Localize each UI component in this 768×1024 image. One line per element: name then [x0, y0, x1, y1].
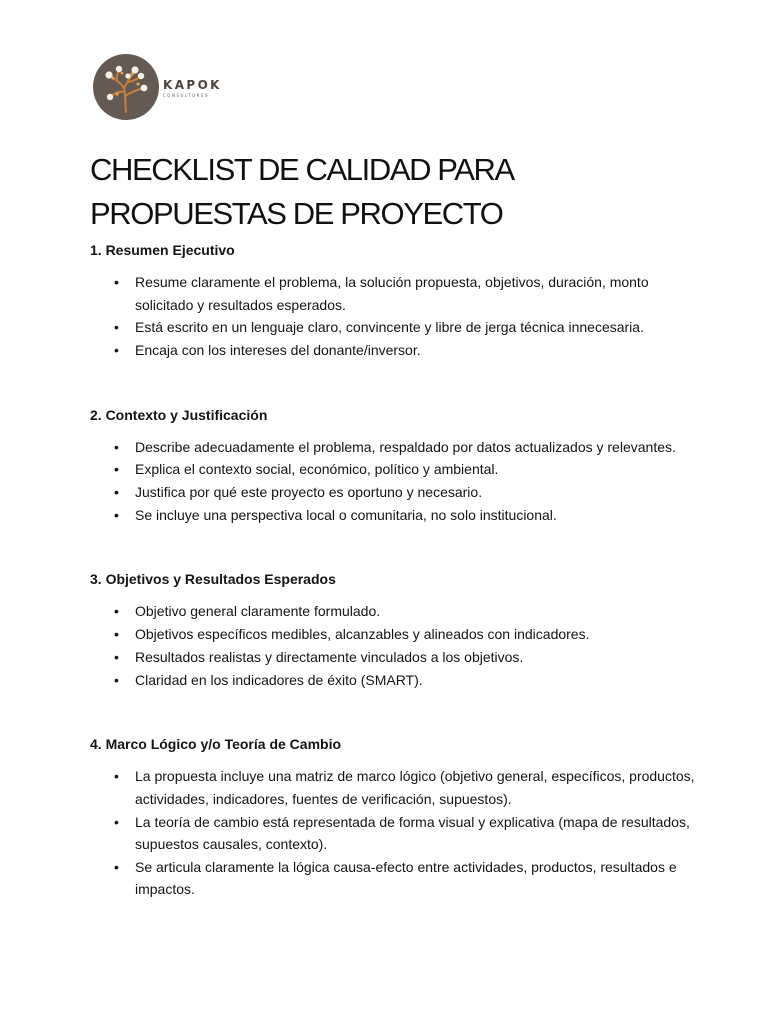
list-item-text: Encaja con los intereses del donante/inversor. — [135, 342, 421, 359]
bullet-list — [90, 765, 700, 901]
section-heading: 2. Contexto y Justificación — [90, 406, 268, 423]
bullet-icon: • — [114, 768, 119, 785]
logo-wordmark — [163, 79, 222, 98]
section-resumen-ejecutivo — [90, 239, 700, 362]
bullet-icon: • — [114, 506, 119, 523]
section-heading: 1. Resumen Ejecutivo — [90, 242, 235, 258]
checklist-content — [90, 239, 700, 943]
bullet-icon: • — [114, 319, 119, 336]
list-item — [90, 458, 700, 481]
list-item-text: Se articula claramente la lógica causa-efecto entre actividades, productos, resultados e impactos. — [135, 858, 677, 898]
section-heading: 4. Marco Lógico y/o Teoría de Cambio — [90, 736, 342, 753]
section-contexto-justificacion — [90, 404, 700, 527]
bullet-icon: • — [114, 626, 119, 643]
list-item — [90, 646, 700, 669]
list-item-text: La teoría de cambio está representada de forma visual y explicativa (mapa de resultados, supuestos causales, contexto). — [135, 813, 690, 853]
list-item — [90, 316, 700, 339]
bullet-icon: • — [114, 649, 119, 666]
section-heading: 3. Objetivos y Resultados Esperados — [90, 571, 336, 588]
bullet-icon: • — [114, 342, 119, 359]
list-item — [90, 623, 700, 646]
logo-name: KAPOK — [163, 77, 222, 92]
list-item-text: Claridad en los indicadores de éxito (SMART). — [135, 671, 423, 688]
list-item — [90, 504, 700, 527]
kapok-logo — [93, 54, 222, 120]
list-item-text: Está escrito en un lenguaje claro, convincente y libre de jerga técnica innecesaria. — [135, 319, 644, 336]
list-item — [90, 856, 700, 901]
bullet-icon: • — [114, 461, 119, 478]
bullet-icon: • — [114, 484, 119, 501]
list-item-text: Se incluye una perspectiva local o comunitaria, no solo institucional. — [135, 506, 557, 523]
list-item — [90, 600, 700, 623]
bullet-icon: • — [114, 671, 119, 688]
list-item — [90, 339, 700, 362]
bullet-icon: • — [114, 858, 119, 875]
page-title: CHECKLIST DE CALIDAD PARA PROPUESTAS DE PROYECTO — [90, 152, 513, 231]
bullet-list — [90, 600, 700, 691]
bullet-icon: • — [114, 274, 119, 290]
bullet-list — [90, 271, 700, 362]
tree-logo-icon — [93, 54, 159, 120]
list-item-text: La propuesta incluye una matriz de marco lógico (objetivo general, específicos, productos, actividades, indicadores, fuentes de verificación, supuestos). — [135, 768, 695, 807]
list-item-text: Resultados realistas y directamente vinculados a los objetivos. — [135, 649, 524, 666]
bullet-icon: • — [114, 813, 119, 830]
bullet-icon: • — [114, 438, 119, 455]
list-item-text: Explica el contexto social, económico, político y ambiental. — [135, 461, 499, 478]
list-item — [90, 481, 700, 504]
list-item-text: Justifica por qué este proyecto es oportuno y necesario. — [135, 484, 483, 501]
list-item — [90, 669, 700, 692]
list-item — [90, 271, 700, 316]
section-objetivos-resultados — [90, 568, 700, 691]
list-item — [90, 436, 700, 459]
list-item-text: Resume claramente el problema, la solución propuesta, objetivos, duración, monto solicitado y resultados esperados. — [135, 274, 649, 313]
list-item — [90, 811, 700, 856]
list-item — [90, 765, 700, 810]
list-item-text: Objetivos específicos medibles, alcanzables y alineados con indicadores. — [135, 626, 590, 643]
logo-subtitle: CONSULTORES — [163, 92, 210, 98]
list-item-text: Describe adecuadamente el problema, respaldado por datos actualizados y relevantes. — [135, 438, 676, 455]
bullet-icon: • — [114, 603, 119, 620]
section-marco-logico — [90, 733, 700, 901]
bullet-list — [90, 436, 700, 527]
list-item-text: Objetivo general claramente formulado. — [135, 603, 381, 620]
